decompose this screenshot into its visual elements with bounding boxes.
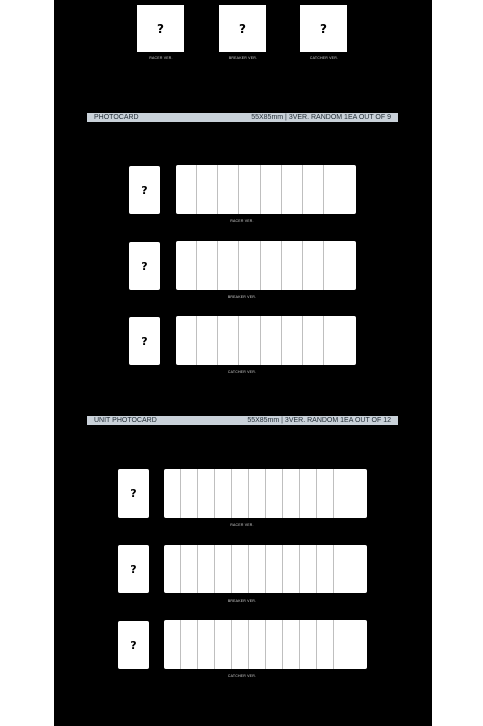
card-divider xyxy=(260,165,261,214)
photocard-catcher-label: CATCHER VER. xyxy=(227,370,257,374)
photocard-catcher-card: ? xyxy=(129,317,160,365)
unit-photocard-title: UNIT PHOTOCARD xyxy=(94,417,157,424)
card-divider xyxy=(214,545,215,593)
card-divider xyxy=(282,620,283,669)
card-divider xyxy=(196,241,197,290)
photocard-breaker-label: BREAKER VER. xyxy=(227,295,257,299)
card-divider xyxy=(323,316,324,365)
card-divider xyxy=(217,316,218,365)
card-divider xyxy=(302,316,303,365)
card-divider xyxy=(265,469,266,518)
album-cover-racer: ? xyxy=(137,5,184,52)
card-divider xyxy=(196,316,197,365)
photocard-title: PHOTOCARD xyxy=(94,114,139,121)
card-divider xyxy=(217,165,218,214)
card-divider xyxy=(299,620,300,669)
card-divider xyxy=(281,165,282,214)
card-divider xyxy=(180,620,181,669)
card-divider xyxy=(333,620,334,669)
card-divider xyxy=(214,620,215,669)
photocard-racer-strip xyxy=(176,165,356,214)
card-divider xyxy=(238,241,239,290)
unit-photocard-catcher-strip xyxy=(164,620,367,669)
card-divider xyxy=(231,469,232,518)
card-divider xyxy=(217,241,218,290)
card-divider xyxy=(196,165,197,214)
unit-photocard-breaker-card: ? xyxy=(118,545,149,593)
unit-photocard-info: 55X85mm | 3VER. RANDOM 1EA OUT OF 12 xyxy=(247,417,391,424)
card-divider xyxy=(238,165,239,214)
card-divider xyxy=(316,620,317,669)
unit-photocard-racer-strip xyxy=(164,469,367,518)
photocard-info: 55X85mm | 3VER. RANDOM 1EA OUT OF 9 xyxy=(251,114,391,121)
photocard-breaker-strip xyxy=(176,241,356,290)
unit-photocard-header xyxy=(87,416,398,425)
photocard-breaker-card: ? xyxy=(129,242,160,290)
card-divider xyxy=(323,165,324,214)
cover-label-catcher: CATCHER VER. xyxy=(309,56,339,60)
album-cover-catcher: ? xyxy=(300,5,347,52)
card-divider xyxy=(231,545,232,593)
card-divider xyxy=(333,469,334,518)
photocard-catcher-strip xyxy=(176,316,356,365)
card-divider xyxy=(248,620,249,669)
photocard-racer-card: ? xyxy=(129,166,160,214)
card-divider xyxy=(281,316,282,365)
card-divider xyxy=(282,469,283,518)
card-divider xyxy=(197,620,198,669)
card-divider xyxy=(333,545,334,593)
card-divider xyxy=(323,241,324,290)
card-divider xyxy=(299,545,300,593)
photocard-racer-label: RACER VER. xyxy=(230,219,254,223)
card-divider xyxy=(248,545,249,593)
card-divider xyxy=(282,545,283,593)
card-divider xyxy=(197,545,198,593)
unit-photocard-breaker-strip xyxy=(164,545,367,593)
album-cover-breaker: ? xyxy=(219,5,266,52)
card-divider xyxy=(180,545,181,593)
photocard-header xyxy=(87,113,398,122)
unit-photocard-racer-label: RACER VER. xyxy=(230,523,254,527)
card-divider xyxy=(302,241,303,290)
card-divider xyxy=(281,241,282,290)
card-divider xyxy=(231,620,232,669)
unit-photocard-catcher-card: ? xyxy=(118,621,149,669)
card-divider xyxy=(260,241,261,290)
card-divider xyxy=(197,469,198,518)
card-divider xyxy=(214,469,215,518)
unit-photocard-breaker-label: BREAKER VER. xyxy=(227,599,257,603)
card-divider xyxy=(265,620,266,669)
card-divider xyxy=(260,316,261,365)
card-divider xyxy=(316,469,317,518)
card-divider xyxy=(316,545,317,593)
card-divider xyxy=(238,316,239,365)
card-divider xyxy=(248,469,249,518)
unit-photocard-catcher-label: CATCHER VER. xyxy=(227,674,257,678)
card-divider xyxy=(265,545,266,593)
cover-label-breaker: BREAKER VER. xyxy=(228,56,258,60)
card-divider xyxy=(302,165,303,214)
card-divider xyxy=(299,469,300,518)
unit-photocard-racer-card: ? xyxy=(118,469,149,518)
card-divider xyxy=(180,469,181,518)
cover-label-racer: RACER VER. xyxy=(149,56,173,60)
